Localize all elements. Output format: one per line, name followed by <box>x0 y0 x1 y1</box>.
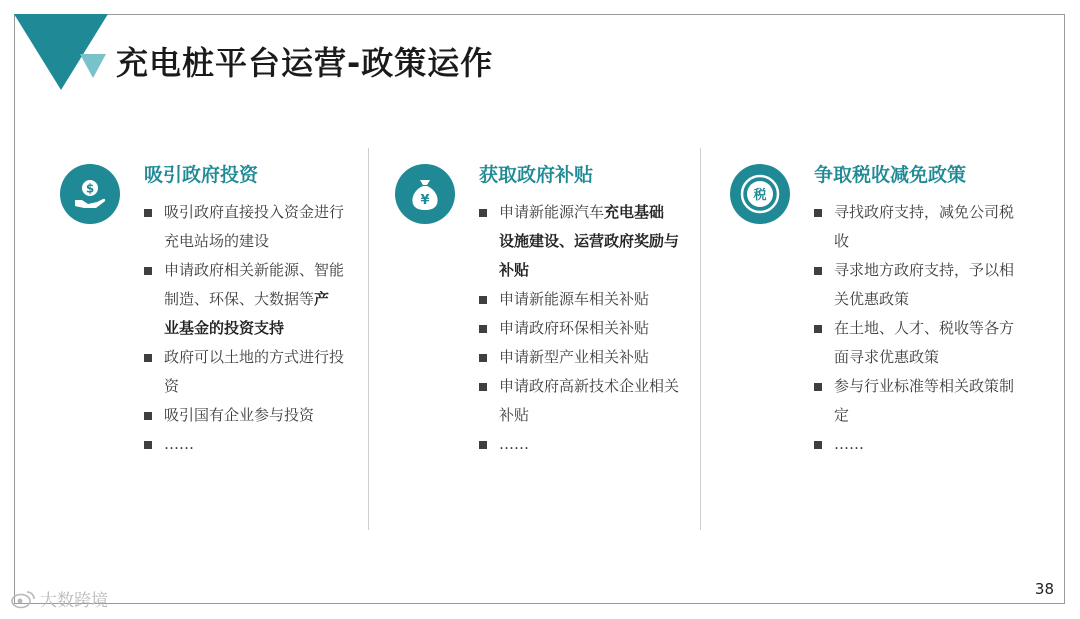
money-hand-glyph: $ <box>85 181 95 196</box>
bullet-item <box>814 430 1014 459</box>
bullet-item <box>479 372 679 430</box>
bullet-text: …… <box>834 435 864 453</box>
watermark <box>10 586 108 611</box>
bullet-text: …… <box>499 435 529 453</box>
column-heading: 争取税收减免政策 <box>814 164 967 186</box>
bullet-text: 申请新能源车相关补贴 <box>499 290 650 308</box>
bullet-item <box>814 198 1014 256</box>
bullet-text: 寻找政府支持，减免公司税收 <box>834 203 1015 250</box>
bullet-text: 吸引政府直接投入资金进行充电站场的建设 <box>164 203 345 250</box>
bullet-text: 申请政府相关新能源、智能制造、环保、大数据等 <box>164 261 345 308</box>
bullet-text: 参与行业标准等相关政策制定 <box>834 377 1015 424</box>
money-hand-icon <box>60 164 120 224</box>
column-divider <box>700 148 701 530</box>
bullet-item <box>144 256 344 343</box>
bullet-list <box>144 198 344 459</box>
bullet-item <box>144 430 344 459</box>
bullet-item <box>814 256 1014 314</box>
bullet-text: …… <box>164 435 194 453</box>
slide-title: 充电桩平台运营-政策运作 <box>116 44 494 82</box>
bullet-item <box>479 430 679 459</box>
bullet-item <box>479 198 679 285</box>
bullet-item <box>479 314 679 343</box>
bullet-item <box>144 401 344 430</box>
bullet-text: 申请政府环保相关补贴 <box>499 319 650 337</box>
bullet-text: 寻求地方政府支持，予以相关优惠政策 <box>834 261 1015 308</box>
column-heading: 吸引政府投资 <box>144 164 259 186</box>
bullet-text: 申请新型产业相关补贴 <box>499 348 650 366</box>
bullet-text: 在土地、人才、税收等各方面寻求优惠政策 <box>834 319 1015 366</box>
corner-small-triangle-decoration <box>80 54 106 78</box>
bullet-text: 申请新能源汽车 <box>499 203 605 221</box>
bullet-text: 吸引国有企业参与投资 <box>164 406 315 424</box>
column-divider <box>368 148 369 530</box>
bullet-item <box>814 372 1014 430</box>
bullet-item <box>814 314 1014 372</box>
money-bag-glyph: ¥ <box>420 193 430 208</box>
bullet-list <box>814 198 1014 459</box>
bullet-item <box>479 343 679 372</box>
bullet-text-bold: 充电基础设施建设、运营政府奖励与补贴 <box>499 203 680 279</box>
bullet-item <box>144 198 344 256</box>
bullet-list <box>479 198 679 459</box>
bullet-text: 政府可以土地的方式进行投资 <box>164 348 345 395</box>
page-number: 38 <box>1034 580 1054 598</box>
tax-stamp-glyph: 税 <box>753 188 767 203</box>
money-bag-icon <box>395 164 455 224</box>
bullet-item <box>144 343 344 401</box>
column-heading: 获取政府补贴 <box>479 164 594 186</box>
bullet-text: 申请政府高新技术企业相关补贴 <box>499 377 680 424</box>
bullet-item <box>479 285 679 314</box>
bullet-text-bold: 产业基金的投资支持 <box>164 290 330 337</box>
watermark-text: 大数跨境 <box>40 591 108 611</box>
tax-stamp-icon <box>730 164 790 224</box>
weibo-logo-icon <box>10 589 36 609</box>
corner-triangle-decoration <box>14 14 108 90</box>
